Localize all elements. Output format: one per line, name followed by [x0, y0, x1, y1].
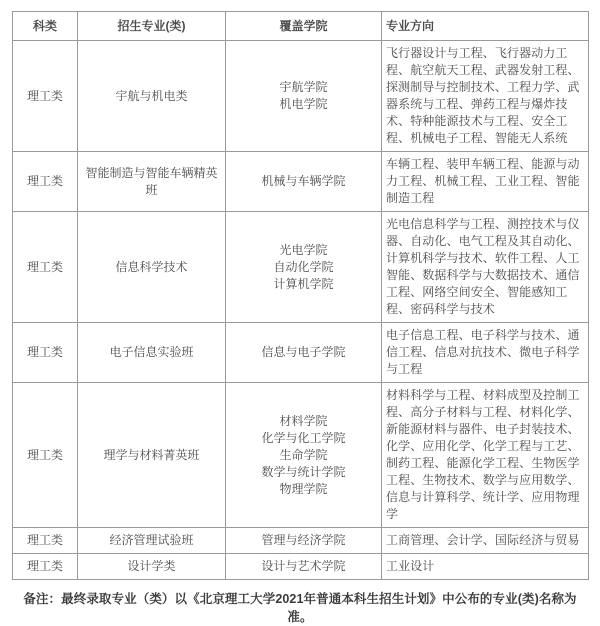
cell-covered-schools — [226, 41, 382, 152]
major-directions-text: 光电信息科学与工程、测控技术与仪器、自动化、电气工程及其自动化、计算机科学与技术、软件工程、人工智能、数据科学与大数据技术、通信工程、网络空间安全、智能感知工程、密码科学与技术 — [386, 217, 580, 316]
cell-major-directions — [382, 212, 589, 323]
school-name: 机电学院 — [279, 97, 328, 111]
school-name: 生命学院 — [279, 447, 328, 462]
school-name: 机械与车辆学院 — [261, 174, 346, 188]
column-header-major-directions: 专业方向 — [382, 12, 589, 41]
school-name: 数学与统计学院 — [261, 464, 346, 479]
table-row — [13, 383, 589, 528]
school-name: 光电学院 — [279, 242, 328, 257]
cell-covered-schools — [226, 152, 382, 212]
cell-major-directions — [382, 41, 589, 152]
table-row — [13, 41, 589, 152]
cell-subject-category: 理工类 — [13, 323, 78, 383]
admission-majors-table — [12, 11, 589, 580]
cell-major-group: 智能制造与智能车辆精英班 — [78, 152, 226, 212]
table-row — [13, 554, 589, 580]
column-header-subject-category: 科类 — [13, 12, 78, 41]
column-header-covered-schools: 覆盖学院 — [226, 12, 382, 41]
table-footnote: 备注：最终录取专业（类）以《北京理工大学2021年普通本科生招生计划》中公布的专业(类)名称为准。 — [23, 592, 577, 624]
table-body — [13, 41, 589, 580]
cell-major-group: 电子信息实验班 — [78, 323, 226, 383]
school-name: 物理学院 — [279, 481, 328, 496]
table-header-row — [13, 12, 589, 41]
cell-subject-category: 理工类 — [13, 528, 78, 554]
major-directions-text: 飞行器设计与工程、飞行器动力工程、航空航天工程、武器发射工程、探测制导与控制技术、工程力学、武器系统与工程、弹药工程与爆炸技术、特种能源技术与工程、安全工程、机械电子工程、智能无人系统 — [386, 46, 580, 145]
table-header — [13, 12, 589, 41]
cell-major-group: 设计学类 — [78, 554, 226, 580]
cell-major-directions — [382, 528, 589, 554]
school-name: 设计与艺术学院 — [261, 559, 346, 573]
school-name: 材料学院 — [279, 413, 328, 428]
cell-covered-schools — [226, 528, 382, 554]
major-directions-text: 电子信息工程、电子科学与技术、通信工程、信息对抗技术、微电子科学与工程 — [386, 328, 580, 376]
cell-covered-schools — [226, 323, 382, 383]
cell-major-directions — [382, 383, 589, 528]
cell-subject-category: 理工类 — [13, 212, 78, 323]
cell-major-group: 理学与材料菁英班 — [78, 383, 226, 528]
table-row — [13, 323, 589, 383]
school-name: 化学与化工学院 — [261, 430, 346, 445]
cell-covered-schools — [226, 212, 382, 323]
major-directions-text: 工业设计 — [386, 559, 435, 573]
table-row — [13, 152, 589, 212]
school-name: 计算机学院 — [273, 276, 334, 291]
cell-covered-schools — [226, 383, 382, 528]
cell-subject-category: 理工类 — [13, 383, 78, 528]
cell-subject-category: 理工类 — [13, 41, 78, 152]
major-directions-text: 车辆工程、装甲车辆工程、能源与动力工程、机械工程、工业工程、智能制造工程 — [386, 157, 580, 205]
major-directions-text: 工商管理、会计学、国际经济与贸易 — [386, 533, 580, 547]
cell-major-directions — [382, 152, 589, 212]
cell-major-group: 信息科学技术 — [78, 212, 226, 323]
cell-covered-schools — [226, 554, 382, 580]
school-name: 自动化学院 — [273, 259, 334, 274]
cell-major-group: 经济管理试验班 — [78, 528, 226, 554]
cell-subject-category: 理工类 — [13, 152, 78, 212]
table-row — [13, 212, 589, 323]
school-name: 信息与电子学院 — [261, 345, 346, 359]
cell-major-group: 宇航与机电类 — [78, 41, 226, 152]
table-row — [13, 528, 589, 554]
cell-subject-category: 理工类 — [13, 554, 78, 580]
school-name: 管理与经济学院 — [261, 533, 346, 547]
major-directions-text: 材料科学与工程、材料成型及控制工程、高分子材料与工程、材料化学、新能源材料与器件、电子封装技术、化学、应用化学、化学工程与工艺、制药工程、能源化学工程、生物医学工程、生物技术、数学与应用数学、信息与计算科学、统计学、应用物理学 — [386, 388, 580, 521]
cell-major-directions — [382, 323, 589, 383]
school-name: 宇航学院 — [279, 80, 328, 94]
column-header-major-group: 招生专业(类) — [78, 12, 226, 41]
cell-major-directions — [382, 554, 589, 580]
